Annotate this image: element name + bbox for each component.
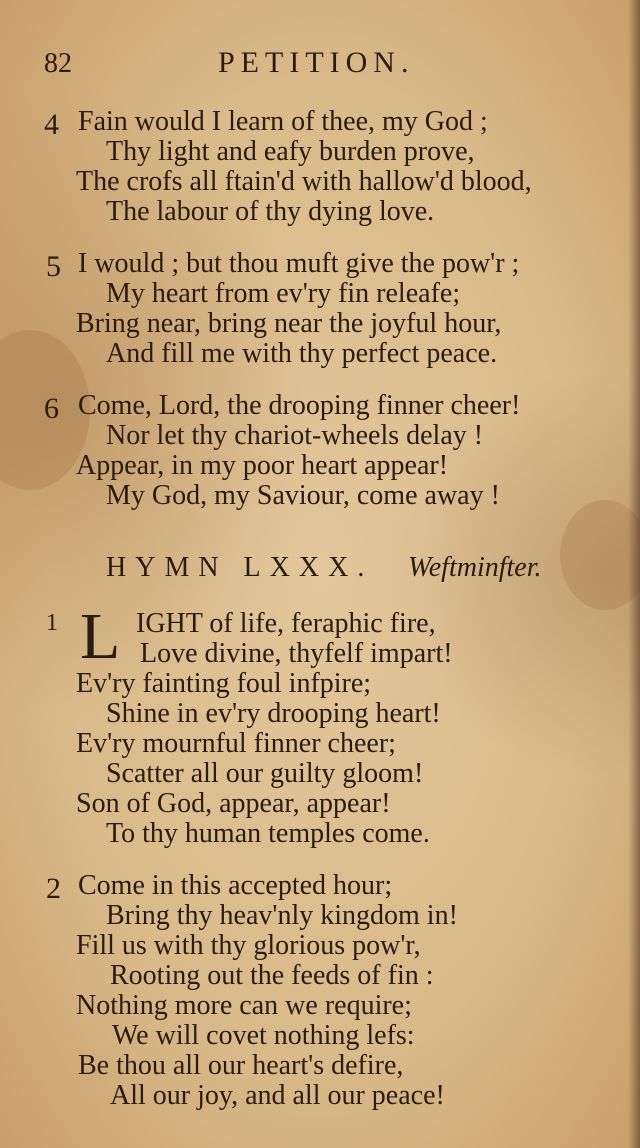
verse-line: Bring thy heav'nly kingdom in! [106,900,458,931]
verse-number: 5 [46,250,61,283]
verse-line: I would ; but thou muft give the pow'r ; [78,248,520,279]
verse-line: My God, my Saviour, come away ! [106,480,500,511]
verse-line: Scatter all our guilty gloom! [106,758,424,789]
verse-line: Be thou all our heart's defire, [78,1050,404,1081]
verse-number: 6 [44,392,59,425]
verse-line: To thy human temples come. [106,818,430,849]
verse-number: 1 [46,610,58,636]
verse-line: Come in this accepted hour; [78,870,393,901]
verse-line: Come, Lord, the drooping finner cheer! [78,390,521,421]
drop-cap: L [80,600,121,673]
verse-line: Love divine, thyfelf impart! [140,638,453,669]
verse-line: The crofs all ftain'd with hallow'd blood, [76,166,532,197]
verse-line: Bring near, bring near the joyful hour, [76,308,502,339]
verse-line: We will covet nothing lefs: [112,1020,415,1051]
verse-number: 2 [46,872,61,905]
page-number: 82 [44,48,72,79]
verse-line: Ev'ry fainting foul infpire; [76,668,372,699]
verse-line: And fill me with thy perfect peace. [106,338,498,369]
verse-line: Nothing more can we require; [76,990,412,1021]
verse-line: The labour of thy dying love. [106,196,435,227]
verse-line: My heart from ev'ry fin releafe; [106,278,461,309]
verse-line: Thy light and eafy burden prove, [106,136,475,167]
verse-line: Fill us with thy glorious pow'r, [76,930,421,961]
verse-line: All our joy, and all our peace! [110,1080,445,1111]
verse-line: Ev'ry mournful finner cheer; [76,728,396,759]
verse-line: IGHT of life, feraphic fire, [136,608,436,639]
page-gutter-edge [628,0,640,1148]
running-title: PETITION. [218,46,415,79]
tune-name: Weftminfter. [408,552,542,583]
verse-number: 4 [44,108,59,141]
verse-line: Son of God, appear, appear! [76,788,391,819]
verse-line: Fain would I learn of thee, my God ; [78,106,488,137]
verse-line: Rooting out the feeds of fin : [110,960,434,991]
verse-line: Appear, in my poor heart appear! [76,450,449,481]
verse-line: Nor let thy chariot-wheels delay ! [106,420,484,451]
hymn-title: HYMN LXXX. [106,552,374,583]
verse-line: Shine in ev'ry drooping heart! [106,698,441,729]
